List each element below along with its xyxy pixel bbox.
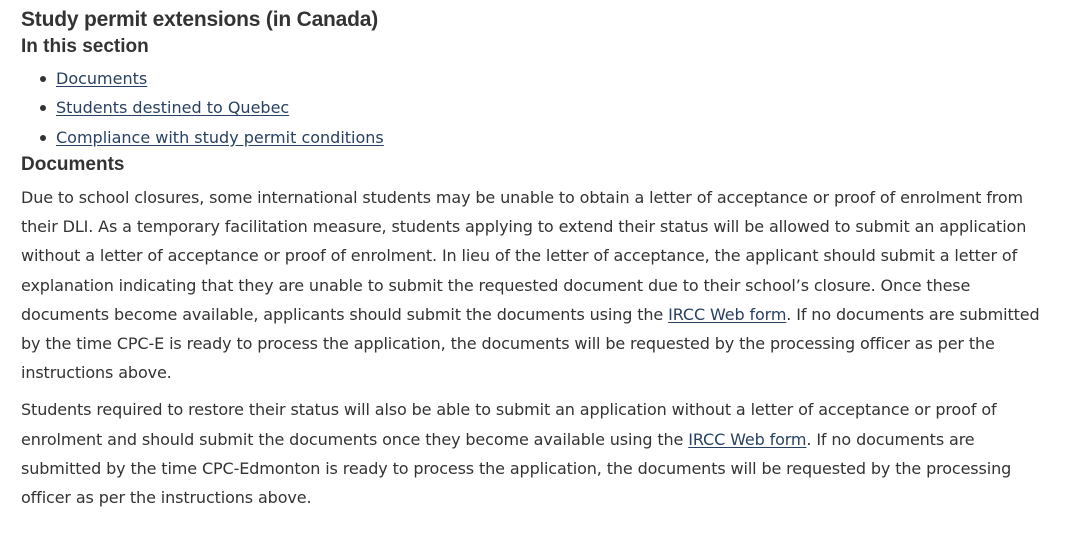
section-heading: In this section xyxy=(21,36,149,57)
toc-link-quebec[interactable]: Students destined to Quebec xyxy=(56,98,290,118)
toc-link-compliance[interactable]: Compliance with study permit conditions xyxy=(56,127,384,147)
ircc-web-form-link-2[interactable]: IRCC Web form xyxy=(688,429,807,449)
toc-item-documents xyxy=(56,64,1059,93)
section-toc xyxy=(21,64,1059,152)
documents-heading: Documents xyxy=(21,153,125,175)
toc-item-compliance xyxy=(56,123,1059,152)
documents-paragraph-2 xyxy=(21,395,1051,512)
paragraph-1-text-b: . If no documents are submitted by the time CPC-E is ready to process the application, the documents will be requested by the processing officer as per the instructions above. xyxy=(21,304,1040,383)
ircc-web-form-link-1[interactable]: IRCC Web form xyxy=(668,304,787,324)
paragraph-2-text-a: Students required to restore their status will also be able to submit an application without a letter of acceptance or proof of enrolment and should submit the documents once they become available using the xyxy=(21,400,997,449)
toc-item-quebec xyxy=(56,93,1059,122)
documents-paragraph-1 xyxy=(21,183,1051,387)
paragraph-2-text-b: . If no documents are submitted by the time CPC-Edmonton is ready to process the application, the documents will be requested by the processing officer as per the instructions above. xyxy=(21,429,1012,507)
page-title: Study permit extensions (in Canada) xyxy=(21,8,379,31)
paragraph-1-text-a: Due to school closures, some international students may be unable to obtain a letter of acceptance or proof of enrolment from their DLI. As a temporary facilitation measure, students applying to extend their status will be allowed to submit an application without a letter of acceptance or proof of enrolment. In lieu of the letter of acceptance, the applicant should submit a letter of explanation indicating that they are unable to submit the requested document due to their school’s closure. Once these documents become available, applicants should submit the documents using the xyxy=(21,187,1027,324)
toc-link-documents[interactable]: Documents xyxy=(56,69,148,88)
